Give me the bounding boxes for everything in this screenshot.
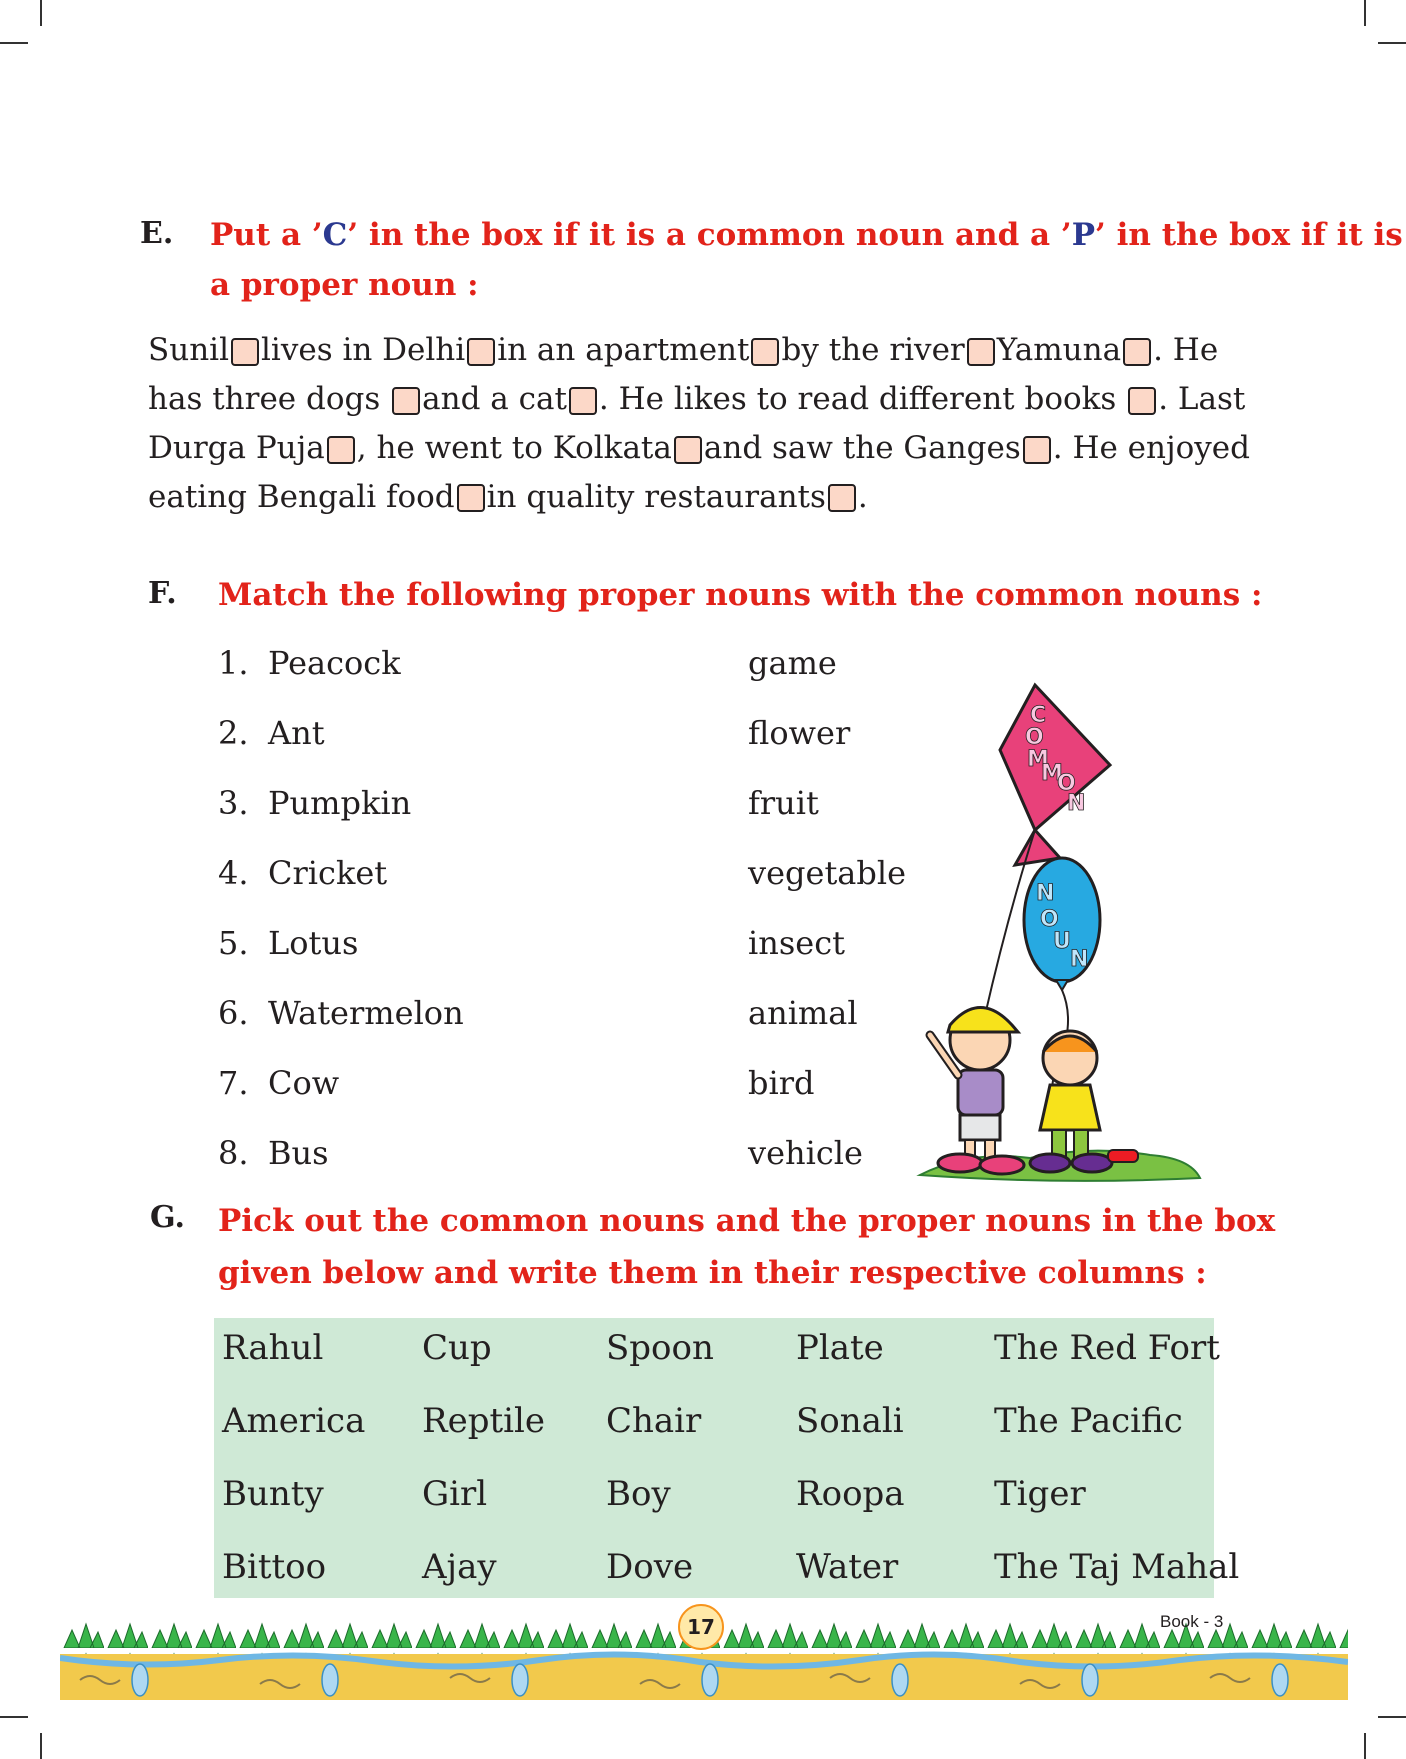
match-right-item: game xyxy=(748,644,837,682)
word-cell: Water xyxy=(796,1547,899,1587)
section-g-instruction-line2: given below and write them in their respective columns : xyxy=(218,1255,1207,1291)
word-cell: Cup xyxy=(422,1328,492,1368)
crop-mark xyxy=(1378,42,1406,44)
word-cell: America xyxy=(222,1401,366,1441)
word-cell: The Taj Mahal xyxy=(994,1547,1240,1587)
crop-mark xyxy=(1378,1716,1406,1718)
section-e-instruction-line1: Put a ’C’ in the box if it is a common noun and a ’P’ in the box if it is xyxy=(210,217,1403,253)
answer-box[interactable] xyxy=(467,338,495,366)
word-cell: Reptile xyxy=(422,1401,546,1441)
section-g-letter: G. xyxy=(150,1200,185,1235)
svg-text:M: M xyxy=(1027,747,1049,772)
svg-text:N: N xyxy=(1036,881,1055,906)
word-cell: Sonali xyxy=(796,1401,904,1441)
match-left-item: 3. Pumpkin xyxy=(218,784,412,822)
paragraph-line-2: has three dogs and a cat . He likes to read different books . Last xyxy=(148,381,1246,417)
answer-box[interactable] xyxy=(569,387,597,415)
word-box xyxy=(214,1318,1240,1598)
paragraph-line-1: Sunil lives in Delhi in an apartment by the river Yamuna . He xyxy=(148,332,1219,368)
word-cell: Rahul xyxy=(222,1328,324,1368)
match-left-item: 7. Cow xyxy=(218,1064,340,1102)
svg-text:O: O xyxy=(1057,771,1076,796)
svg-text:N: N xyxy=(1070,947,1089,972)
match-right-item: flower xyxy=(748,714,851,752)
answer-box[interactable] xyxy=(828,484,856,512)
page-number-badge: 17 xyxy=(678,1604,724,1650)
svg-text:M: M xyxy=(1041,761,1063,786)
word-cell: Boy xyxy=(606,1474,671,1514)
paragraph-line-3: Durga Puja , he went to Kolkata and saw the Ganges . He enjoyed xyxy=(148,430,1250,466)
svg-text:U: U xyxy=(1053,929,1071,954)
match-left-item: 4. Cricket xyxy=(218,854,388,892)
girl-icon xyxy=(1030,1031,1138,1172)
book-label: Book - 3 xyxy=(1160,1612,1224,1631)
children-kite-illustration xyxy=(910,680,1210,1185)
answer-box[interactable] xyxy=(751,338,779,366)
svg-text:O: O xyxy=(1025,725,1044,750)
crop-mark xyxy=(1364,1733,1366,1759)
word-cell: Bunty xyxy=(222,1474,324,1514)
answer-box[interactable] xyxy=(392,387,420,415)
answer-box[interactable] xyxy=(457,484,485,512)
word-cell: The Red Fort xyxy=(994,1328,1220,1368)
match-left-item: 1. Peacock xyxy=(218,644,401,682)
word-cell: Girl xyxy=(422,1474,488,1514)
match-right-item: vehicle xyxy=(748,1134,863,1172)
word-cell: Chair xyxy=(606,1401,702,1441)
answer-box[interactable] xyxy=(327,436,355,464)
svg-text:N: N xyxy=(1067,791,1086,816)
crop-mark xyxy=(0,1716,28,1718)
crop-mark xyxy=(0,42,28,44)
match-left-item: 5. Lotus xyxy=(218,924,359,962)
word-cell: Plate xyxy=(796,1328,884,1368)
word-cell: Spoon xyxy=(606,1328,714,1368)
word-cell: Ajay xyxy=(422,1547,497,1587)
svg-text:C: C xyxy=(1030,703,1047,728)
answer-box[interactable] xyxy=(1128,387,1156,415)
crop-mark xyxy=(40,0,42,26)
word-cell: The Pacific xyxy=(994,1401,1183,1441)
word-cell: Bittoo xyxy=(222,1547,327,1587)
match-left-item: 6. Watermelon xyxy=(218,994,464,1032)
crop-mark xyxy=(40,1733,42,1759)
boy-icon xyxy=(930,1008,1024,1175)
section-f-instruction: Match the following proper nouns with the common nouns : xyxy=(218,577,1263,613)
match-right-item: bird xyxy=(748,1064,815,1102)
section-f-letter: F. xyxy=(148,576,177,611)
answer-box[interactable] xyxy=(231,338,259,366)
answer-box[interactable] xyxy=(1123,338,1151,366)
answer-box[interactable] xyxy=(967,338,995,366)
section-g-instruction-line1: Pick out the common nouns and the proper nouns in the box xyxy=(218,1203,1276,1239)
svg-text:O: O xyxy=(1040,907,1059,932)
match-right-item: animal xyxy=(748,994,858,1032)
word-cell: Dove xyxy=(606,1547,694,1587)
match-left-item: 2. Ant xyxy=(218,714,325,752)
section-e-paragraph xyxy=(148,326,1250,522)
match-right-item: insect xyxy=(748,924,845,962)
match-right-item: fruit xyxy=(748,784,819,822)
paragraph-line-4: eating Bengali food in quality restaurants . xyxy=(148,479,868,515)
answer-box[interactable] xyxy=(674,436,702,464)
section-e-letter: E. xyxy=(140,216,174,251)
word-cell: Tiger xyxy=(994,1474,1086,1514)
answer-box[interactable] xyxy=(1023,436,1051,464)
match-left-item: 8. Bus xyxy=(218,1134,329,1172)
section-e-instruction-line2: a proper noun : xyxy=(210,267,479,303)
word-cell: Roopa xyxy=(796,1474,905,1514)
match-right-item: vegetable xyxy=(748,854,907,892)
crop-mark xyxy=(1364,0,1366,26)
